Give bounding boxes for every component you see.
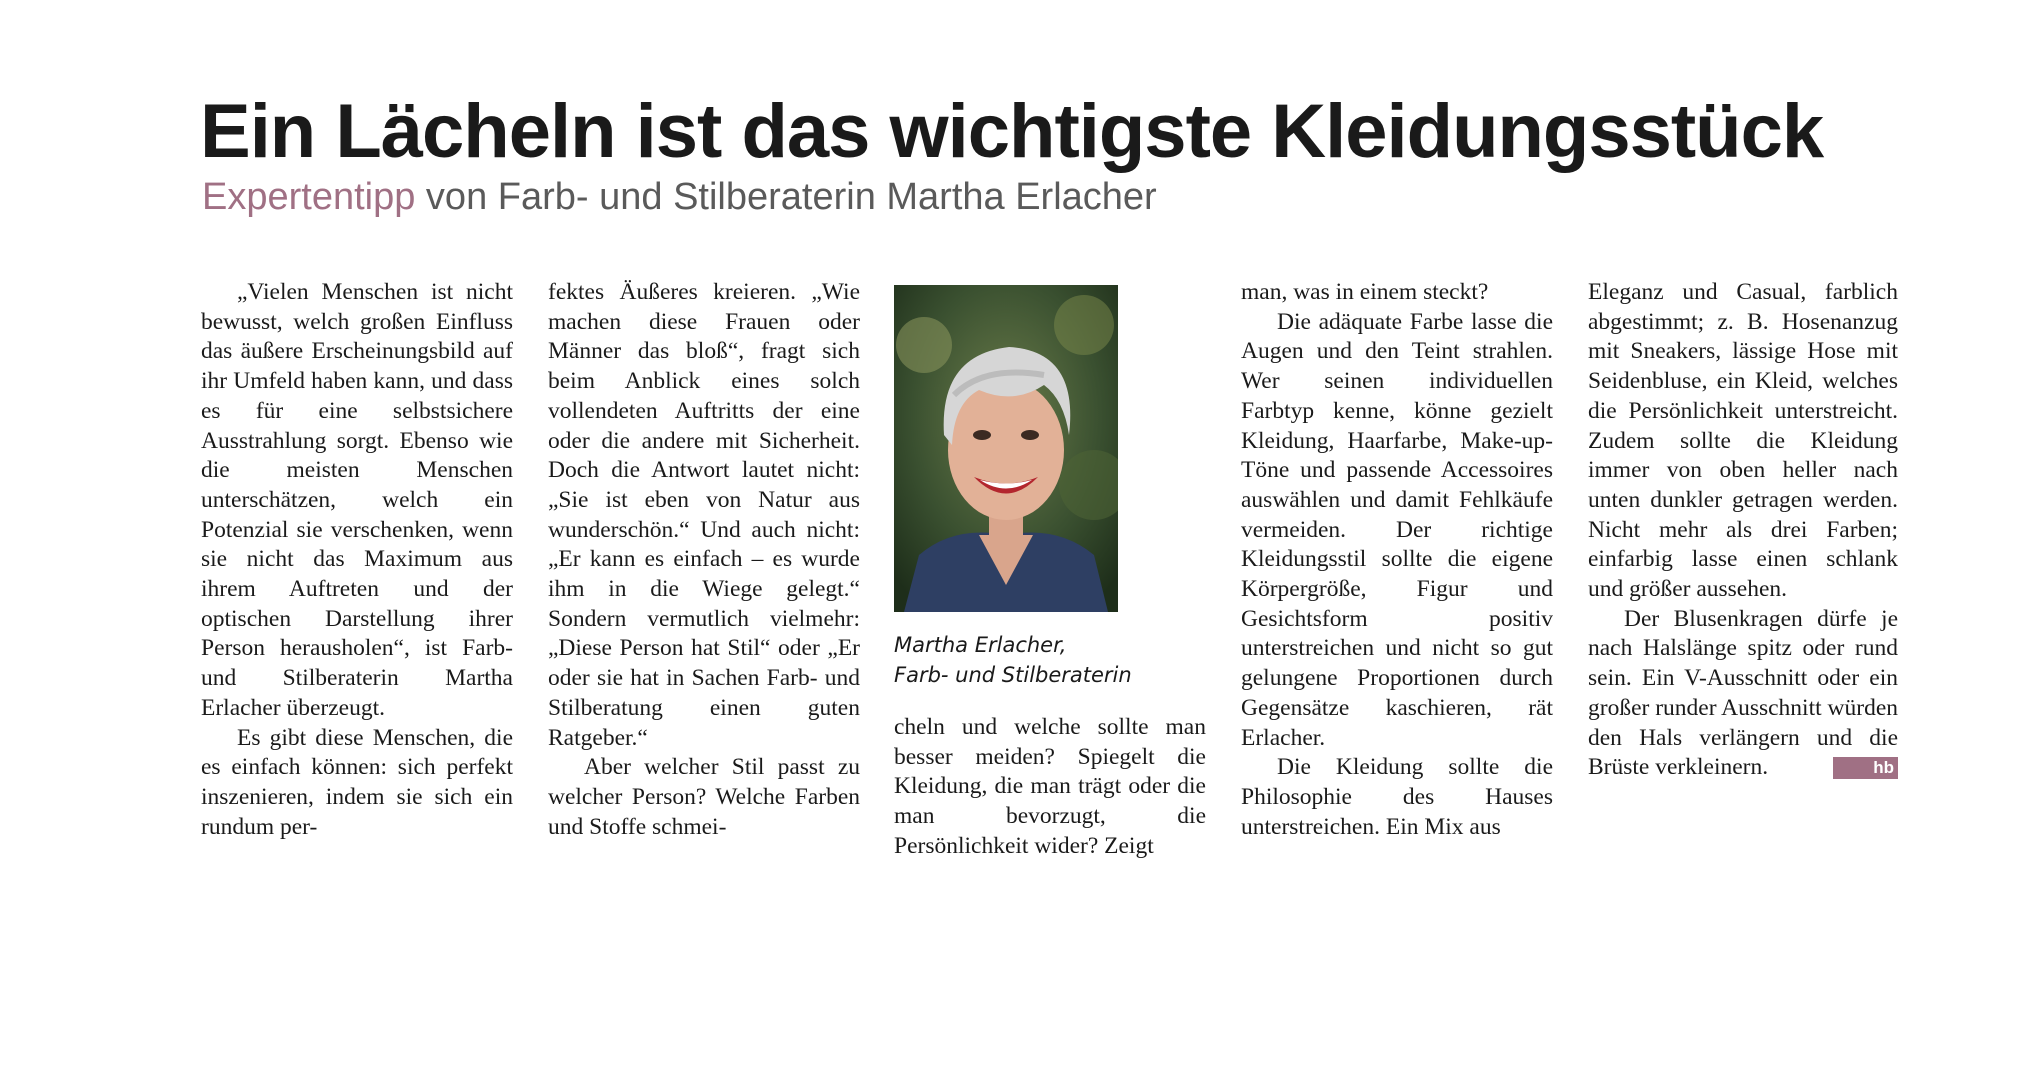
caption-role: Farb- und Stilberaterin <box>894 663 1132 687</box>
subline-author: von Farb- und Stilberaterin Martha Erlacher <box>415 176 1157 218</box>
paragraph: Es gibt diese Menschen, die es einfach können: sich perfekt inszenieren, indem sie sich ein rundum per- <box>201 724 513 840</box>
portrait-photo <box>894 285 1118 612</box>
paragraph: man, was in einem steckt? <box>1241 279 1489 305</box>
caption-name: Martha Erlacher, <box>894 633 1067 657</box>
article-column-2 <box>548 278 860 842</box>
paragraph: Die adäquate Farbe lasse die Augen und den Teint strahlen. Wer seinen individuellen Farbtyp kenne, könne gezielt Kleidung, Haarfarbe, Make-up-Töne und passende Accessoires auswählen und damit Fehlkäufe vermeiden. Der richtige Kleidungsstil sollte die eigene Körpergröße, Figur und Gesichtsform positiv unterstreichen und nicht so gut gelungene Proportionen durch Gegensätze kaschieren, rät Erlacher. <box>1241 308 1553 751</box>
article-column-4 <box>1241 278 1553 842</box>
paragraph-text: Der Blusenkragen dürfe je nach Halslänge spitz oder rund sein. Ein V-Ausschnitt oder ein großer runder Ausschnitt würden den Hals verlängern und die Brüste verkleinern. <box>1588 605 1898 781</box>
paragraph: Aber welcher Stil passt zu welcher Person? Welche Farben und Stoffe schmei- <box>548 754 860 840</box>
article-column-1 <box>201 278 513 842</box>
paragraph: cheln und welche sollte man besser meiden? Spiegelt die Kleidung, die man trägt oder die man bevorzugt, die Persönlichkeit wider? Zeigt <box>894 714 1206 859</box>
article-column-5 <box>1588 278 1898 783</box>
paragraph: fektes Äußeres kreieren. „Wie machen diese Frauen oder Männer das bloß“, fragt sich beim Anblick eines solch vollendeten Auftritts der eine oder die andere mit Sicherheit. Doch die Antwort lautet nicht: „Sie ist eben von Natur aus wunderschön.“ Und auch nicht: „Er kann es einfach – es wurde ihm in die Wiege gelegt.“ Sondern vermutlich vielmehr: „Diese Person hat Stil“ oder „Er oder sie hat in Sachen Farb- und Stilberatung einen guten Ratgeber.“ <box>548 279 860 751</box>
paragraph: Die Kleidung sollte die Philosophie des Hauses unterstreichen. Ein Mix aus <box>1241 754 1553 840</box>
author-badge: hb <box>1833 757 1898 779</box>
paragraph: Eleganz und Casual, farblich abgestimmt; z. B. Hosenanzug mit Sneakers, lässige Hose mit Seidenbluse, ein Kleid, welches die Persönlichkeit unterstreicht. Zudem sollte die Kleidung immer von oben heller nach unten dunkler getragen werden. Nicht mehr als drei Farben; einfarbig lasse einen schlank und größer aussehen. <box>1588 279 1898 603</box>
paragraph <box>1588 605 1898 783</box>
subline-label: Expertentipp <box>202 176 416 218</box>
article-column-3 <box>894 713 1206 862</box>
photo-caption <box>894 630 1194 690</box>
subline <box>202 176 1157 219</box>
headline: Ein Lächeln ist das wichtigste Kleidungsstück <box>200 89 1824 174</box>
paragraph: „Vielen Menschen ist nicht bewusst, welch großen Einfluss das äußere Erscheinungsbild auf ihr Umfeld haben kann, und dass es für eine selbstsichere Ausstrahlung sorgt. Ebenso wie die meisten Menschen unterschätzen, welch ein Potenzial sie verschenken, wenn sie nicht das Maximum aus ihrem Auftreten und der optischen Darstellung ihrer Person herausholen“, ist Farb- und Stilberaterin Martha Erlacher überzeugt. <box>201 279 513 721</box>
